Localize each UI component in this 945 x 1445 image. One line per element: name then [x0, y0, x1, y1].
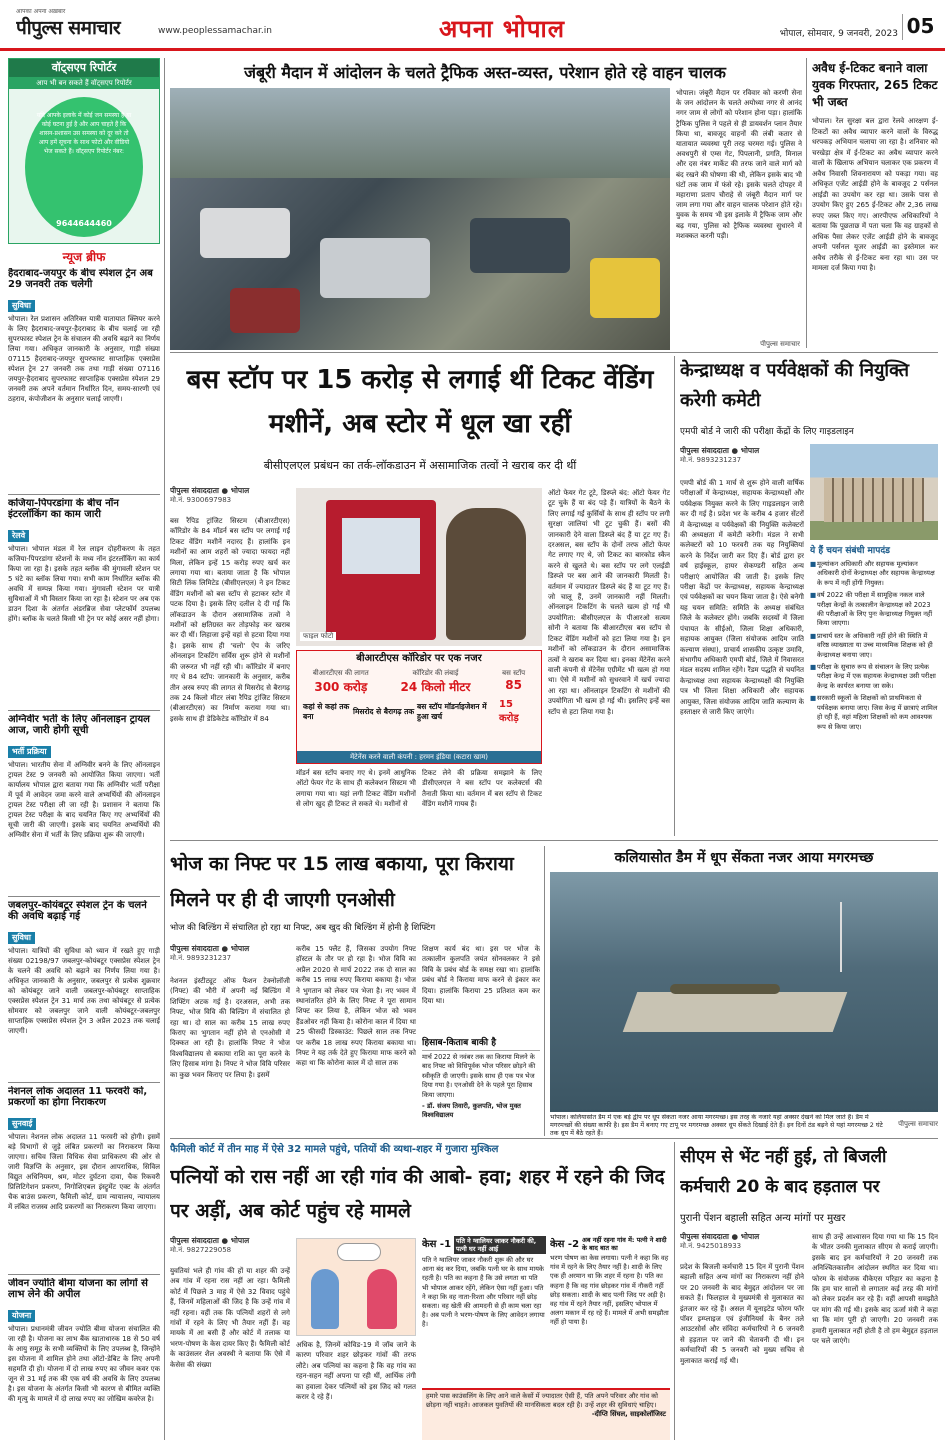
traffic-story-text: भोपाल। जंबूरी मैदान पर रविवार को करणी सेना के जन आंदोलन के चलते अयोध्या नगर से आनंद नगर जाम से लोगों को परेशान होना पड़ा। हालांकि ट्रैफिक पुलिस ने पहले से ही डायवर्शन प्लान तैयार किया था, बावजूद वाहनों की लंबी कतार से यातायात व्यवस्था पूरी तरह चरमरा गई। पुलिस ने अवधपुरी से एम्स गेट, पिपलानी, प्रगति, मिनाल और दस नंबर मार्केट की तरफ जाने वाले मार्ग को बंद रखने की घोषणा की थी, लेकिन इसके बाद भी घंटों तक जाम में फंसे रहे। इसके चलते दोपहर में महाराणा प्रताप चौराहे से जंबूरी मैदान मार्ग पर जाम लगा गया और वाहन चालक परेशान होते रहे। युवक के समय भी इस इलाके में ट्रैफिक जाम और बढ़ गया, पुलिस को ट्रैफिक व्यवस्था सुधारने में मशक्कत करनी पड़ी। — [676, 89, 802, 240]
stat-label: बीआरटीएस की लागत — [312, 669, 369, 677]
brief-tag: योजना — [8, 1310, 35, 1322]
divider — [8, 896, 160, 897]
exam-headline: केन्द्राध्यक्ष व पर्यवेक्षकों की नियुक्ति करेगी कमेटी — [680, 360, 910, 411]
brand-logo — [16, 8, 156, 44]
couple-argument-cartoon — [296, 1238, 416, 1336]
psychologist-quote — [422, 1388, 670, 1440]
infobox-title: बीआरटीएस कॉरिडोर पर एक नजर — [356, 653, 482, 664]
photo-credit: पीपुल्स समाचार — [898, 1120, 938, 1128]
modernization-value: 15 करोड़ — [499, 699, 519, 724]
criteria-title: ये हैं चयन संबंधी मापदंड — [810, 546, 890, 556]
criteria-item: ■ वर्ष 2022 की परीक्षा में सामूहिक नकल वाले परीक्षा केन्द्रों के तत्कालीन केन्द्राध्यक्ष को 2023 की परीक्षाओं के लिए पुनः केन्द्राध्यक्ष नियुक्त नहीं किया जाएगा। — [810, 591, 933, 628]
brts-infobox — [296, 650, 542, 764]
criteria-item: ■ प्राचार्य स्तर के अधिकारी नहीं होने की स्थिति में वरिष्ठ व्याख्याता या उच्च माध्यमिक शिक्षक को ही केन्द्राध्यक्ष बनाया जाए। — [810, 631, 933, 659]
site-url[interactable]: www.peoplessamachar.in — [158, 26, 272, 36]
whatsapp-body: यदि आपके इलाके में कोई जन समस्या है या कोई घटना हुई है और आप चाहते हैं कि शासन-प्रशासन उस समस्या को दूर करे तो आप हमें सूचना के साथ फोटो और वीडियो भेज सकते हैं। वॉट्सएप रिपोर्टर नंबर: — [36, 112, 132, 155]
mp-board-building-photo — [810, 444, 938, 540]
case-2-box — [550, 1236, 670, 1384]
criteria-item: ■ परीक्षा के सुचारु रूप से संचालन के लिए प्रत्येक परीक्षा केन्द्र में एक सहायक केन्द्राध्यक्ष उसी परीक्षा केन्द्र के कार्यरत बनाया जा सके। — [810, 663, 936, 690]
brief-text: भोपाल। प्रधानमंत्री जीवन ज्योति बीमा योजना संचालित की जा रही है। योजना का लाभ बैंक खाताधारक 18 से 50 वर्ष के आयु समूह के सभी व्यक्तियों के लिए उपलब्ध है, जिन्होंने इस योजना में शामिल होने तथा ऑटो-डेबिट के लिए अपनी सहमति दी हो। योजना में दो लाख रुपए का जीवन कवर एक जून से 31 मई तक की एक वर्ष की अवधि के लिए उपलब्ध है। इस योजना के अंतर्गत किसी भी कारण से बीमित व्यक्ति की मृत्यु के मामले में दो लाख रुपए का जोखिम कवरेज है। — [8, 1325, 160, 1404]
stat-label: कॉरिडोर की लंबाई — [412, 669, 459, 677]
case-title: पति ने ग्वालियर जाकर नौकरी की, पत्नी घर नहीं आई — [454, 1236, 546, 1254]
criteria-text: मूल्यांकन अधिकारी और सहायक मूल्यांकन अधिकारी दोनों केन्द्राध्यक्ष और सहायक केन्द्राध्यक्ष के रूप में नहीं होंगी नियुक्त। — [817, 560, 935, 587]
power-byline: पीपुल्स संवाददाता ● भोपाल मो.नं. 9425018933 — [680, 1232, 804, 1258]
whatsapp-number[interactable]: 9644644460 — [56, 219, 112, 228]
whatsapp-title: वॉट्सएप रिपोर्टर — [9, 59, 159, 77]
stat-value: 300 करोड़ — [314, 680, 368, 694]
section-divider — [170, 840, 938, 841]
criteria-text: प्राचार्य स्तर के अधिकारी नहीं होने की स्थिति में वरिष्ठ व्याख्याता या उच्च माध्यमिक शिक्षक को ही केन्द्राध्यक्ष बनाया जाए। — [817, 631, 933, 659]
brief-headline: कजिया-पिपरडांगा के बीच नॉन इंटरलॉकिंग का काम जारी — [8, 498, 119, 521]
nift-accounts-box — [422, 1036, 540, 1136]
stat-cost — [313, 669, 369, 695]
exam-subhead: एमपी बोर्ड ने जारी की परीक्षा केंद्रों के लिए गाइडलाइन — [680, 427, 854, 437]
selection-criteria-box — [810, 544, 938, 836]
brief-tag: रेलवे — [8, 530, 29, 542]
maintenance-vendor: मेंटेनेंस करने वाली कंपनी : हरमन इंडिया (कटारा खाम) — [297, 751, 541, 763]
brief-tag: सुविधा — [8, 932, 35, 944]
brief-text: भोपाल। नेशनल लोक अदालत 11 फरवरी को होगी। इसमें बड़े विभागों से जुड़े लंबित प्रकरणों का निराकरण किया जाएगा। सचिव जिला विधिक सेवा प्राधिकरण की ओर से जारी विज्ञप्ति के अनुसार, इस दौरान आपराधिक, सिविल विद्युत अधिनियम, श्रम, मोटर दुर्घटना दावा, चैक रिकवरी प्रिलिटिगेशन प्रकरण, निगोशिएबल इंस्ट्रूमेंट एक्ट के अंतर्गत चैक बाउंस प्रकरण, फैमिली कोर्ट, ग्राम न्यायालय, न्यायालय में लंबित राजस्व आदि प्रकरणों का निराकरण किया जाएगा। — [8, 1133, 160, 1212]
byline-reporter: पीपुल्स संवाददाता — [680, 446, 729, 455]
byline-place: भोपाल — [740, 446, 760, 455]
case-header — [550, 1236, 670, 1252]
eticket-text: भोपाल। रेल सुरक्षा बल द्वारा रेलवे आरक्षण ई-टिकटों का अवैध व्यापार करने वालों के विरुद्ध धरपकड़ अभियान चलाया जा रहा है। शनिवार को चरखेड़ा क्षेत्र में ई-टिकट का अवैध व्यापार करने वालों के खिलाफ अभियान चलाकर एक प्रकरण में अवैध निवासी शिवनारायण को पकड़ा गया। वह अधिकृत एजेंट आईडी होने के बावजूद 2 पर्सनल आईडी का उपयोग कर रहा था। उसके पास से उपयोग किए हुए 265 ई-टिकट और 2,36 लाख रुपए जब्त किए गए। आरपीएफ अधिकारियों ने बताया कि पूछताछ में पता चला कि वह ग्राहकों से अधिक पैसा लेकर एजेंट आईडी होने के बावजूद अपनी पर्सनल यूजर आईडी का इस्तेमाल कर अवैध तरीके से ई-टिकट बना रहा था। उस पर मामला दर्ज किया गया है। — [812, 117, 938, 272]
family-headline: पत्नियों को रास नहीं आ रही गांव की आबो- हवा; शहर में रहने की जिद पर अड़ीं, अब कोर्ट पहुंच रहे मामले — [170, 1166, 665, 1222]
photo-label: फाइल फोटो — [300, 632, 336, 641]
whatsapp-subtitle: आप भी बन सकते हैं वॉट्सएप रिपोर्टर — [9, 77, 159, 89]
bus-col-4: ऑटो फेयर गेट टूटे, डिस्प्ले बंद: ऑटो फेयर गेट टूट चुके हैं या बंद पड़े हैं। यात्रियों के बैठने के लिए लगाई गईं कुर्सियों के साथ ही स्टॉप पर लगी सुरक्षा जालियां भी टूट चुकी हैं। बसों की जानकारी देने वाला डिस्प्ले बंद हैं या टूट गए हैं। दरअसल, बस स्टॉप के दोनों तरफ ऑटो फेयर गेट लगाए गए थे, जो टिकट का बारकोड स्कैन करने से खुलते थे। बस स्टॉप पर लगे एलईडी डिस्प्ले पर बस आने की जानकारी मिलती है। वर्तमान में ज्यादातर डिस्प्ले बंद हैं या टूट गए हैं। जो चालू हैं, उनमें जानकारी नहीं मिलती। ऑनलाइन टिकटिंग के चलते खत्म हो गई थी उपयोगिता: बीसीएलएल के पीआरओ सत्यम सोनी ने बताया कि बीआरटीएस बस स्टॉप से टिकट वेंडिंग मशीनों को हटा लिया गया है। इन मशीनों को लॉकडाउन के दौरान असामाजिक तत्वों ने खराब कर दिया था। इनका मेंटेनेंस करने वाली कंपनी से मेंटेनेंस एग्रीमेंट भी खत्म हो गया था। ऐसे में मशीनों को सुधरवाने में खर्च ज्यादा आ रहा था। ऑनलाइन टिकटिंग से मशीनों की उपयोगिता भी खत्म हो गई थी। इसलिए इन्हें बस स्टॉप से हटा लिया गया है। — [548, 489, 670, 716]
brief-item — [8, 1086, 160, 1272]
traffic-headline: जंबूरी मैदान में आंदोलन के चलते ट्रैफिक अस्त-व्यस्त, परेशान होते रहे वाहन चालक — [244, 63, 726, 82]
brief-text: भोपाल। यात्रियों की सुविधा को ध्यान में रखते हुए गाड़ी संख्या 02198/97 जबलपुर-कोयंबटूर एक्सप्रेस स्पेशल ट्रेन के चलने की अवधि को बढ़ाने का निर्णय लिया गया है। अधिकृत जानकारी के अनुसार, जबलपुर से प्रत्येक शुक्रवार को कोयंबटूर जाने वाली जबलपुर-कोयंबटूर साप्ताहिक एक्सप्रेस स्पेशल ट्रेन 31 मार्च तक तथा कोयंबटूर से प्रत्येक सोमवार को जबलपुर जाने वाली कोयंबटूर-जबलपुर साप्ताहिक एक्सप्रेस स्पेशल ट्रेन 3 अप्रैल 2023 तक चलाई जाएगी। — [8, 947, 160, 1036]
ticket-machine-photo — [296, 488, 542, 646]
byline-reporter: पीपुल्स संवाददाता — [170, 944, 219, 953]
column-divider — [806, 58, 807, 348]
brand-name: पीपुल्स समाचार — [16, 17, 121, 39]
divider — [8, 710, 160, 711]
box-quote: - डॉ. संजय तिवारी, कुलपति, भोज मुक्त विश्वविद्यालय — [422, 1102, 521, 1120]
dam-caption: भोपाल। कलियासोत डैम में एक बड़े द्वीप पर धूप सेंकता नजर आया मगरमच्छ। इस तरह के नजारे यहां अक्सर देखने को मिल जाते हैं। डैम में मगरमच्छों की संख्या काफी है। इस डैम में बनाए गए टापू पर मगरमच्छ अक्सर धूप सेंकते दिखाई देते हैं। इन दिनों ठंड बढ़ने से यहां मगरमच्छ 2 घंटे तक धूप में बैठे रहते हैं। — [550, 1114, 883, 1136]
brief-tag: सुनवाई — [8, 1118, 36, 1130]
route-label: कहां से कहां तक बना — [303, 701, 350, 721]
byline-mobile: मो.नं. 9827229058 — [170, 1246, 232, 1254]
brief-headline: अग्निवीर भर्ती के लिए ऑनलाइन ट्रायल आज, जारी होगी सूची — [8, 714, 150, 737]
case-title: अब नहीं रहना गांव में: पत्नी ने शादी के बाद बात का — [582, 1236, 667, 1252]
eticket-headline: अवैध ई-टिकट बनाने वाला युवक गिरफ्तार, 265 टिकट भी जब्त — [812, 61, 938, 109]
nift-headline: भोज का निफ्ट पर 15 लाख बकाया, पूरा किराया मिलने पर ही दी जाएगी एनओसी — [170, 853, 514, 911]
byline-mobile: मो.नं. 9893231237 — [170, 954, 232, 962]
box-title: हिसाब-किताब बाकी है — [422, 1036, 540, 1051]
stat-stops — [502, 669, 525, 695]
family-col-1: युवतियां भले ही गांव की हों या शहर की उन्हें अब गांव में रहना रास नहीं आ रहा। फैमिली कोर्ट में पिछले 3 माह में ऐसे 32 विवाद पहुंचे हैं, जिनमें महिलाओं की जिद है कि उन्हें गांव में नहीं रहना। वहीं तक कि पत्नियों शहरों से लगे गांवों में रहने के लिए भी तैयार नहीं हैं। वह मायके में आ बसी हैं और कोर्ट में तलाक या भरण-पोषण के केस दायर किए हैं। फैमिली कोर्ट के काउंसलर शैल अवस्थी ने बताया कि ऐसे में केसेस की संख्या — [170, 1267, 290, 1369]
byline-place: भोपाल — [230, 486, 250, 495]
column-divider — [674, 1142, 675, 1440]
masthead-rule — [0, 48, 945, 51]
bus-headline: बस स्टॉप पर 15 करोड़ से लगाई थीं टिकट वेंडिंग मशीनें, अब स्टोर में धूल खा रहीं — [186, 365, 654, 439]
power-col-1: प्रदेश के बिजली कर्मचारी 15 दिन में पुरानी पेंशन बहाली सहित अन्य मांगों का निराकरण नहीं होने पर 20 जनवरी के बाद बेमुद्दत आंदोलन पर जा सकते हैं। फिलहाल वे मुख्यमंत्री से मुलाकात का इंतजार कर रहे हैं। असल में यूनाइटेड फोरम फॉर पॉवर इम्प्लाइज एवं इंजीनियर्स के बैनर तले आउटसोर्स और संविदा कर्मचारियों ने 6 जनवरी से हड़ताल पर जाने की चेतावनी दी थी। इन कर्मचारियों की 5 जनवरी को मुख्य सचिव से मुलाकात कराई गई थी। — [680, 1263, 804, 1365]
column-divider — [164, 58, 165, 1440]
brief-headline: हैदराबाद-जयपुर के बीच स्पेशल ट्रेन अब 29 जनवरी तक चलेगी — [8, 268, 153, 291]
traffic-jam-photo — [170, 88, 670, 350]
section-divider — [170, 1138, 938, 1139]
case-label: केस -2 — [550, 1239, 580, 1250]
byline-mobile: मो.नं. 9425018933 — [680, 1242, 742, 1250]
news-brief-title: न्यूज ब्रीफ — [62, 250, 106, 264]
power-subhead: पुरानी पेंशन बहाली सहित अन्य मांगों पर मुखर — [680, 1213, 846, 1224]
byline-reporter: पीपुल्स संवाददाता — [170, 486, 219, 495]
byline-mobile: मो.नं. 9300697983 — [170, 496, 232, 504]
brief-headline: जीवन ज्योति बीमा योजना का लोगों से लाभ लेने की अपील — [8, 1278, 148, 1301]
brief-tag: सुविधा — [8, 300, 35, 312]
bus-subhead: बीसीएलएल प्रबंधन का तर्क-लॉकडाउन में असामाजिक तत्वों ने खराब कर दी थीं — [263, 459, 577, 472]
column-divider — [674, 356, 675, 836]
case-text: भरण पोषण का केस लगाया। पत्नी ने कहा कि वह गांव में रहने के लिए तैयार नहीं है। शादी के लिए एक ही अरमान था कि शहर में रहना है। पति का कहना है कि वह गांव छोड़कर गांव में नौकरी नहीं छोड़ सकता। शादी के बाद पत्नी जिद पर अड़ी है। वह गांव में रहने तैयार नहीं, इसलिए भोपाल में अलग मकान में रह रहे हैं। मामले में अभी समझौता नहीं हो पाया है। — [550, 1254, 669, 1327]
section-divider — [170, 352, 938, 353]
case-text: पति ने ग्वालियर जाकर नौकरी शुरू की और घर आना बंद कर दिया, जबकि पत्नी घर के साथ मायके रहती है। पति का कहना है कि उसे लगता था पति भी भोपाल आकर रहेंगे, लेकिन ऐसा नहीं हुआ। पति ने कहा कि वह नाता-रिश्ता और परिवार नहीं छोड़ सकता। वह खेती की आमदनी से ही काम चला रहा है। अब पत्नी ने भरण-पोषण के लिए आवेदन लगाया है। — [422, 1256, 545, 1329]
criteria-item: ■ मूल्यांकन अधिकारी और सहायक मूल्यांकन अधिकारी दोनों केन्द्राध्यक्ष और सहायक केन्द्राध्यक्ष के रूप में नहीं होंगी नियुक्त। — [810, 560, 935, 587]
case-1-box — [422, 1236, 546, 1384]
left-column — [8, 58, 160, 1440]
page-number: 05 — [902, 14, 938, 40]
brts-route-row — [297, 695, 541, 724]
quote-text: हमारे पास काउंसलिंग के लिए आने वाले केसों में ज्यादातर ऐसी हैं, पति अपने परिवार और गांव को छोड़ना नहीं चाहते। आजकल युवतियों की मानसिकता बदल रही है। उन्हें शहर की सुविधाएं चाहिए। — [426, 1392, 658, 1409]
brief-item — [8, 268, 160, 492]
exam-byline: पीपुल्स संवाददाता ● भोपाल मो.नं. 9893231237 — [680, 446, 820, 472]
byline-reporter: पीपुल्स संवाददाता — [680, 1232, 729, 1241]
stat-value: 24 किलो मीटर — [400, 680, 471, 694]
nift-col-2: करीब 15 फ्लैट हैं, जिसका उपयोग निफ्ट हॉस्टल के तौर पर हो रहा है। भोज विवि का अप्रैल 2020 से मार्च 2022 तक दो साल का करीब 15 लाख रुपए किराया बकाया है। भोज ने भुगतान को लेकर पत्र भेजा है। नए भवन में स्थानांतरित होने के लिए निफ्ट ने पूरा सामान शिफ्ट कर लिया है, लेकिन भोज को भवन हैंडओवर नहीं किया है। कोरोना काल में दिया था 25 फीसदी डिस्काउंट: पिछले साल तक निफ्ट पर करीब 18 लाख रुपए किराया बकाया था। निफ्ट ने यह तर्क देते हुए किराया माफ करने को कहा था कि कोरोना काल में दो साल तक — [296, 945, 416, 1068]
family-col-2: अधिक है, जिनमें कोविड-19 में जॉब जाने के कारण परिवार शहर छोड़कर गांवों की तरफ लौटे। अब पत्नियां का कहना है कि वह गांव का रहन-सहन नहीं अपना पा रही थीं, आर्थिक तंगी का हवाला देकर पत्नियों को इस जिद को गलत करार दे रहे हैं। — [296, 1341, 416, 1402]
brts-stats — [297, 669, 541, 695]
brief-text: भोपाल। भोपाल मंडल में रेल लाइन दोहरीकरण के तहत कजिया-पिपरडांगा स्टेशनों के मध्य नॉन इंटरलॉकिंग का कार्य किया जा रहा है। इसके तहत ब्लॉक की मुंगावली स्टेशन पर 5 घंटे का ब्लॉक लिया गया। सभी काम निर्धारित ब्लॉक की अवधि में सम्पन्न किया गया। मुंगावली स्टेशन पर यात्री सुविधाओं में भी विस्तार किया जा रहा है। स्टेशन पर अब एक डाउन दिशा के अंतर्गत अंडरब्रिज सेवा प्लेटफॉर्म उपलब्ध होंगे। ब्लॉक के चलते किसी भी ट्रेन पर कोई असर नहीं होगा। — [8, 545, 160, 624]
criteria-text: वर्ष 2022 की परीक्षा में सामूहिक नकल वाले परीक्षा केन्द्रों के तत्कालीन केन्द्राध्यक्ष को 2023 की परीक्षाओं के लिए पुनः केन्द्राध्यक्ष नियुक्त नहीं किया जाएगा। — [817, 591, 933, 628]
stat-label: बस स्टॉप — [502, 669, 526, 677]
byline-reporter: पीपुल्स संवाददाता — [170, 1236, 219, 1245]
brand-subtitle: आपका अपना अख़बार — [16, 8, 66, 15]
brief-item — [8, 1278, 160, 1440]
criteria-text: परीक्षा के सुचारु रूप से संचालन के लिए प्रत्येक परीक्षा केन्द्र में एक सहायक केन्द्राध्यक्ष उसी परीक्षा केन्द्र के कार्यरत बनाया जा सके। — [817, 663, 936, 690]
case-header — [422, 1236, 546, 1254]
quote-author: -दीप्ति सिंघल, साइकोलॉजिस्ट — [591, 1410, 666, 1418]
brief-item — [8, 714, 160, 894]
column-divider — [544, 846, 545, 1136]
case-label: केस -1 — [422, 1239, 452, 1250]
nift-byline: पीपुल्स संवाददाता ● भोपाल मो.नं. 9893231237 — [170, 944, 290, 970]
byline-place: भोपाल — [230, 944, 250, 953]
divider — [8, 1274, 160, 1275]
brief-item — [8, 900, 160, 1080]
route-value: मिसरोद से बैरागढ़ तक — [353, 706, 415, 716]
byline-place: भोपाल — [230, 1236, 250, 1245]
modernization-label: बस स्टॉप मॉडर्नाइजेशन में हुआ खर्च — [417, 701, 487, 721]
exam-text: एमपी बोर्ड की 1 मार्च से शुरू होने वाली वार्षिक परीक्षाओं में केन्द्राध्यक्ष, सहायक केन्द्राध्यक्षों और पर्यवेक्षक नियुक्त करने के लिए गाइडलाइन जारी कर दी गई है। प्रदेश भर के करीब 4 हजार सेंटरों में केन्द्राध्यक्ष व पर्यवेक्षकों की नियुक्ति कलेक्टरों की अध्यक्षता में कमेटी करेगी। मंडल ने सभी कलेक्टरों को 10 फरवरी तक यह नियुक्तियां करने के निर्देश जारी कर दिए हैं। बोर्ड द्वारा हर वर्ष हाईस्कूल, हायर सेकण्डरी सहित अन्य परीक्षाएं आयोजित की जाती हैं। इसके लिए परीक्षा केंद्रों पर केन्द्राध्यक्ष, सहायक केन्द्राध्यक्ष एवं पर्यवेक्षकों का चयन किया जाता है। ऐसे बनेगी यह चयन समिति: समिति के अध्यक्ष संबंधित जिले के कलेक्टर होंगे। जबकि सदस्यों में जिला पंचायत के सीईओ, जिला शिक्षा अधिकारी, सहायक आयुक्त (जिला संयोजक आदिम जाति कल्याण संस्था), प्राचार्य शासकीय उत्कृष्ट उमावि, संभागीय अधिकारी एमपी बोर्ड, जिले में निवासरत मंडल सदस्य शामिल रहेंगे। रैंडम पद्धति से चयनित केन्द्राध्यक्ष तथा सहायक केन्द्राध्यक्षों की नियुक्ति पत्र भी जिला शिक्षा अधिकारी और सहायक आयुक्त, जिला संयोजक आदिम जाति कल्याण के हस्ताक्षर से जारी किए जाएंगे। — [680, 479, 804, 716]
brief-headline: जबलपुर-कोयंबटूर स्पेशल ट्रेन के चलने की अवधि बढ़ाई गई — [8, 900, 147, 923]
nift-subhead: भोज की बिल्डिंग में संचालित हो रहा था निफ्ट, अब खुद की बिल्डिंग में होनी है शिफ्टिंग — [170, 923, 436, 933]
power-headline: सीएम से भेंट नहीं हुई, तो बिजली कर्मचारी 20 के बाद हड़ताल पर — [680, 1147, 887, 1197]
crocodile-dam-photo — [550, 872, 938, 1112]
bus-col-3: टिकट लेने की प्रक्रिया समझाने के लिए डीसीएलएल ने बस स्टॉप पर कलेक्टर्स की तैनाती किया था। वर्तमान में बस स्टॉप से टिकट वेंडिंग मशीनें गायब हैं। — [422, 769, 542, 809]
criteria-list — [810, 560, 938, 732]
family-kicker: फैमिली कोर्ट में तीन माह में ऐसे 32 मामले पहुंचे, पतियों की व्यथा-शहर में गुजारा मुश्किल — [170, 1144, 499, 1155]
bus-col-1: बस रैपिड ट्रांजिट सिस्टम (बीआरटीएस) कॉरिडोर के 84 मॉडर्न बस स्टॉप पर लगाई गईं टिकट वेंडिंग मशीनें नदारद हैं। हालांकि इन मशीनों का आम शहरों को ज्यादा फायदा नहीं मिला, लेकिन इन्हें 15 करोड़ रुपए खर्च कर लगाया गया था। बताया जाता है कि भोपाल सिटी लिंक लिमिटेड (बीसीएलएल) ने इन टिकट वेंडिंग मशीनों को बस स्टॉप से हटाकर स्टोर में पटक दिया है। इसके लिए दलील दे दी गई कि लॉकडाउन के दौरान असामाजिक तत्वों ने मशीनों को क्षतिग्रस्त कर तोड़फोड़ कर खराब कर दी थीं। लिहाजा इन्हें वहां से हटवा दिया गया है। इसके साथ ही 'चलो' ऐप के जरिए ऑनलाइन टिकटिंग सर्विस शुरू होने से मशीनों की जरूरत भी नहीं रही थी। कॉरिडोर में बनाए गए थे 84 स्टॉप: जानकारी के अनुसार, करीब तीन अरब रुपए की लागत से मिसरोद से बैरागढ़ तक 24 किलो मीटर लंबा रैपिड ट्रांजिट सिस्टम (बीआरटीएस) का निर्माण कराया गया था। इसके साथ ही डेडिकेटेड कॉरिडोर में 84 — [170, 517, 290, 723]
byline-place: भोपाल — [740, 1232, 760, 1241]
family-byline: पीपुल्स संवाददाता ● भोपाल मो.नं. 9827229058 — [170, 1236, 290, 1262]
dam-headline: कलियासोत डैम में धूप सेंकता नजर आया मगरमच्छ — [614, 850, 874, 866]
bus-byline: पीपुल्स संवाददाता ● भोपाल मो.नं. 9300697983 — [170, 486, 290, 512]
masthead — [0, 0, 945, 52]
nift-col-3: शिक्षण कार्य बंद था। इस पर भोज के तत्कालीन कुलपति जयंत सोनवलकर ने इसे विवि के प्रबंध बोर्ड के समक्ष रखा था। हालांकि प्रबंध बोर्ड ने किराया माफ करने से इंकार कर दिया। हालांकि किराया 25 प्रतिशत कम कर दिया था। — [422, 945, 540, 1006]
brief-item — [8, 498, 160, 708]
brief-tag: भर्ती प्रक्रिया — [8, 746, 51, 758]
brief-text: भोपाल। रेल प्रशासन अतिरिक्त यात्री यातायात क्लियर करने के लिए हैदराबाद-जयपुर-हैदराबाद के बीच चलाई जा रही सुपरफास्ट स्पेशल ट्रेन के संचालन की अवधि बढ़ाने का निर्णय लिया गया। अधिकृत जानकारी के अनुसार, गाड़ी संख्या 07115 हैदराबाद-जयपुर सुपरफास्ट साप्ताहिक एक्सप्रेस स्पेशल ट्रेन 27 जनवरी तक तथा गाड़ी संख्या 07116 जयपुर-हैदराबाद सुपरफास्ट साप्ताहिक एक्सप्रेस स्पेशल 29 जनवरी तक अपने वर्तमान निर्धारित दिन, समय-सारणी एवं ठहराव, कंपोजीशन के अनुसार चलाई जाएगी। — [8, 315, 160, 404]
whatsapp-box — [8, 58, 160, 244]
brief-headline: नेशनल लोक अदालत 11 फरवरी को, प्रकरणों का होगा निराकरण — [8, 1086, 148, 1109]
criteria-item: ■ सरकारी स्कूलों के शिक्षकों को प्राथमिकता से पर्यवेक्षक बनाया जाए। जिस केन्द्र में छात्राएं शामिल हो रही हैं, वहां महिला शिक्षकों को कम आवश्यक रूप से किया जाए। — [810, 694, 938, 731]
byline-mobile: मो.नं. 9893231237 — [680, 456, 742, 464]
dateline: भोपाल, सोमवार, 9 जनवरी, 2023 — [779, 29, 898, 39]
divider — [8, 494, 160, 495]
criteria-text: सरकारी स्कूलों के शिक्षकों को प्राथमिकता से पर्यवेक्षक बनाया जाए। जिस केन्द्र में छात्राएं शामिल हो रही हैं, वहां महिला शिक्षकों को कम आवश्यक रूप से किया जाए। — [817, 694, 938, 731]
box-text: मार्च 2022 से नवंबर तक का किराया मिलने के बाद निफ्ट को विधिपूर्वक भोज परिसर छोड़ने की स्वीकृति दी जाएगी। इसके साथ ही एक पत्र भेज दिया गया है। एनओसी देने के पहले पूरा हिसाब किया जाएगा। — [422, 1053, 536, 1099]
brief-text: भोपाल। भारतीय सेना में अग्निवीर बनने के लिए ऑनलाइन ट्रायल टेस्ट 9 जनवरी को आयोजित किया जाएगा। भर्ती कार्यालय भोपाल द्वारा बताया गया कि अग्निवीर भर्ती परीक्षा में पूर्व में आवेदन जमा करने वाले अभ्यर्थियों की ऑनलाइन ट्रायल टेस्ट परीक्षा ली जा रही है। प्रशासन ने बताया कि ट्रायल टेस्ट परीक्षा के बाद चयनित किए गए अभ्यर्थियों की सूची जारी की जाएगी। इसके बाद चयनित अभ्यर्थियों की अग्निवीर सेना में भर्ती के लिए प्रक्रिया शुरू की जाएगी। — [8, 761, 160, 840]
stat-length — [401, 669, 471, 695]
bus-col-2: मॉडर्न बस स्टॉप बनाए गए थे। इनमें आधुनिक ऑटो फेयर गेट के साथ ही कलेक्शन सिस्टम भी लगाया गया था। यहां लगी टिकट वेंडिंग मशीनों से लोग खुद ही टिकट ले सकते थे। मशीनों से — [296, 769, 416, 809]
divider — [8, 1082, 160, 1083]
section-title: अपना भोपाल — [438, 15, 566, 43]
nift-col-1: नेशनल इंस्टीट्यूट ऑफ फैशन टेक्नोलॉजी (निफ्ट) की भौरी में अपनी नई बिल्डिंग में शिफ्टिंग अटक गई है। दरअसल, अभी तक निफ्ट, भोज विवि की बिल्डिंग में संचालित हो रहा था। दो साल का करीब 15 लाख रुपए किराए का भुगतान नहीं होने से एनओसी में दिक्कत आ रही है। हालांकि निफ्ट ने भोज विश्वविद्यालय से बकाया राशि का पूरा करने के लिए हिसाब मांगा है। निफ्ट ने भोज विवि परिसर का कुछ भवन किराए पर लिया है। इसमें — [170, 977, 290, 1079]
power-col-2: साथ ही उन्हें आश्वासन दिया गया था कि 15 दिन के भीतर उनकी मुलाकात सीएम से कराई जाएगी। इसके बाद इन कर्मचारियों ने 20 जनवरी तक अनिश्चितकालीन आंदोलन स्थगित कर दिया था। फोरम के संयोजक वीकेएस परिहार का कहना है कि हम चार सालों से लगातार कई तरह की मांगों को लेकर प्रदर्शन कर रहे हैं। वहीं आपसी समझौते पर मांग की गई थी। इसके बाद ऊर्जा मंत्री ने कहा था कि मांग पूरी हो जाएगी। 20 जनवरी तक हमारी मुलाकात नहीं होती है तो हम बेमुद्दत हड़ताल पर चले जाएंगे। — [812, 1233, 938, 1346]
photo-credit: पीपुल्स समाचार — [760, 340, 800, 348]
stat-value: 85 — [505, 678, 522, 692]
